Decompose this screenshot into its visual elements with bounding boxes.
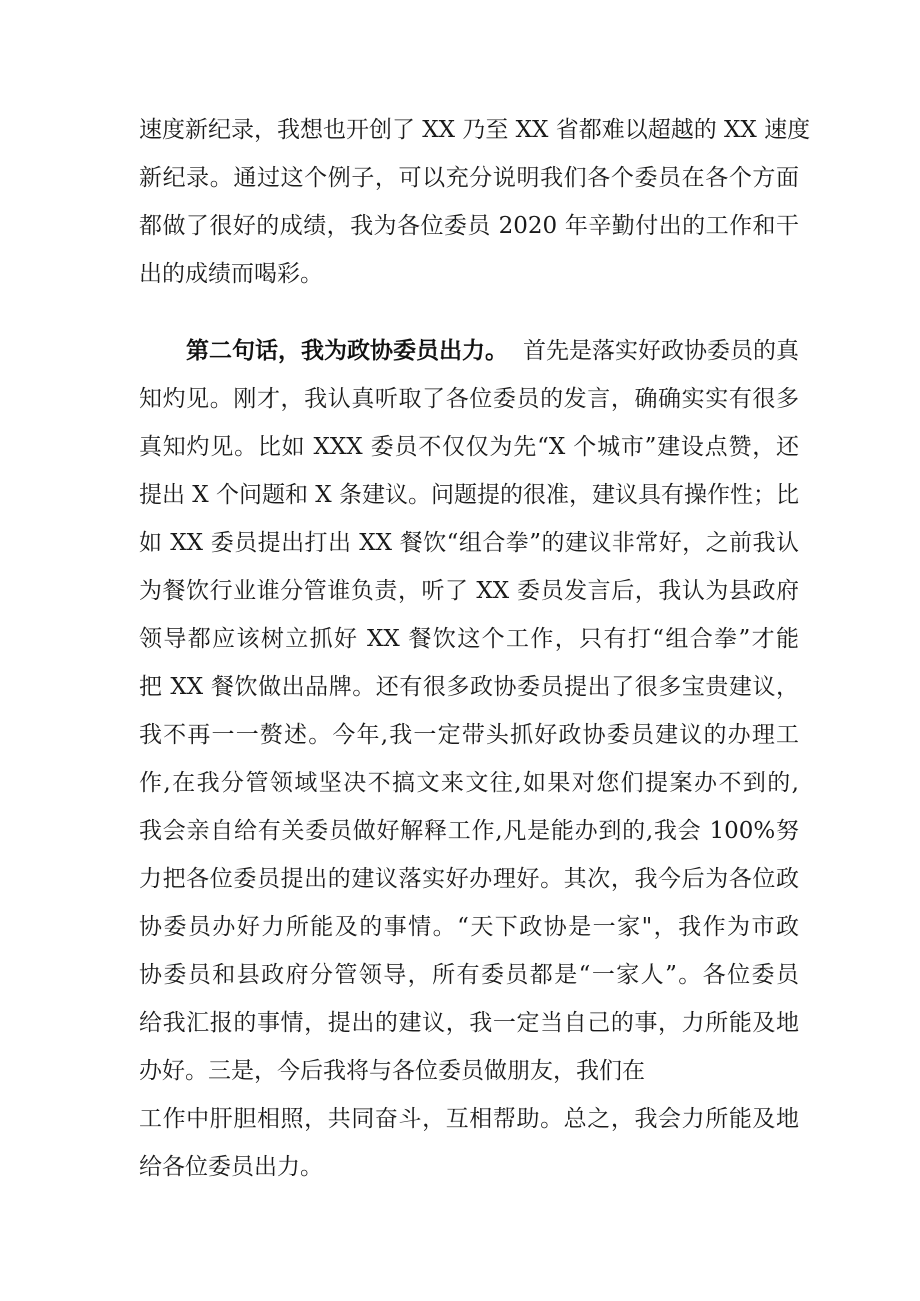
paragraph-line: 真知灼见。比如 XXX 委员不仅仅为先“X 个城市”建设点赞，还 xyxy=(139,434,799,460)
paragraph-line: 领导都应该树立抓好 XX 餐饮这个工作，只有打“组合拳”才能 xyxy=(139,626,799,652)
paragraph-line: 作,在我分管领域坚决不搞文来文往,如果对您们提案办不到的, xyxy=(139,770,799,796)
paragraph-line: 工作中肝胆相照，共同奋斗，互相帮助。总之，我会力所能及地 xyxy=(139,1106,799,1132)
paragraph-line: 给各位委员出力。 xyxy=(139,1154,323,1180)
paragraph-first-line xyxy=(186,331,799,371)
paragraph-line: 新纪录。通过这个例子，可以充分说明我们各个委员在各个方面 xyxy=(139,165,799,191)
paragraph-line: 如 XX 委员提出打出 XX 餐饮“组合拳”的建议非常好，之前我认 xyxy=(139,530,799,556)
paragraph-line: 都做了很好的成绩，我为各位委员 2020 年辛勤付出的工作和干 xyxy=(139,213,799,239)
paragraph-line: 协委员和县政府分管领导，所有委员都是“一家人”。各位委员 xyxy=(139,962,799,988)
paragraph-line: 我会亲自给有关委员做好解释工作,凡是能办到的,我会 100%努 xyxy=(139,818,799,844)
paragraph-line: 协委员办好力所能及的事情。“天下政协是一家"，我作为市政 xyxy=(139,914,799,940)
paragraph-line: 知灼见。刚才，我认真听取了各位委员的发言，确确实实有很多 xyxy=(139,386,799,412)
paragraph-line: 给我汇报的事情，提出的建议，我一定当自己的事，力所能及地 xyxy=(139,1010,799,1036)
paragraph-line: 办好。三是，今后我将与各位委员做朋友，我们在 xyxy=(139,1058,645,1084)
paragraph-line: 把 XX 餐饮做出品牌。还有很多政协委员提出了很多宝贵建议， xyxy=(139,674,799,700)
section-heading: 第二句话，我为政协委员出力。 xyxy=(186,338,508,364)
paragraph-line: 为餐饮行业谁分管谁负责，听了 XX 委员发言后，我认为县政府 xyxy=(139,578,799,604)
paragraph-line-rest: 首先是落实好政协委员的真 xyxy=(523,338,799,364)
paragraph-line: 提出 X 个问题和 X 条建议。问题提的很准，建议具有操作性；比 xyxy=(139,482,799,508)
paragraph-line: 力把各位委员提出的建议落实好办理好。其次，我今后为各位政 xyxy=(139,866,799,892)
paragraph-line: 我不再一一赘述。今年,我一定带头抓好政协委员建议的办理工 xyxy=(139,722,799,748)
paragraph-line: 速度新纪录，我想也开创了 XX 乃至 XX 省都难以超越的 XX 速度 xyxy=(139,117,811,143)
paragraph-line: 出的成绩而喝彩。 xyxy=(139,261,323,287)
